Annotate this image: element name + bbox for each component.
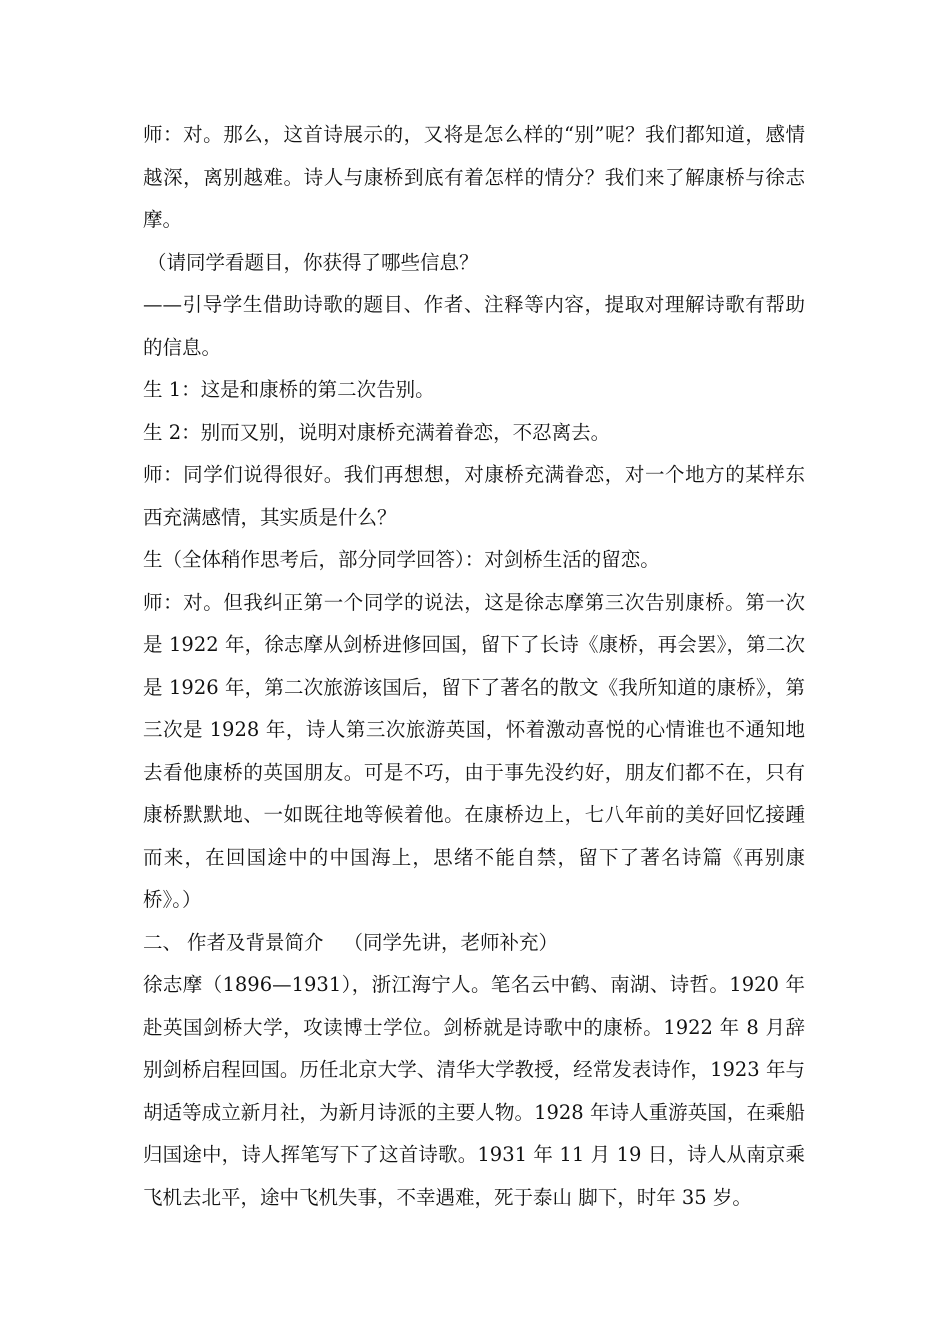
paragraph-teacher-question: 师：同学们说得很好。我们再想想，对康桥充满眷恋，对一个地方的某样东西充满感情，其实质是什么？: [143, 463, 805, 529]
paragraph-student-1: 生 1：这是和康桥的第二次告别。: [143, 378, 435, 401]
paragraph-guidance: ——引导学生借助诗歌的题目、作者、注释等内容，提取对理解诗歌有帮助的信息。: [143, 293, 805, 359]
paragraph-student-2: 生 2：别而又别，说明对康桥充满着眷恋，不忍离去。: [143, 420, 611, 444]
paragraph-teacher-intro: 师：对。那么，这首诗展示的，又将是怎么样的“别”呢？我们都知道，感情越深，离别越难。诗人与康桥到底有着怎样的情分？我们来了解康桥与徐志摩。: [143, 123, 805, 231]
paragraph-question: （请同学看题目，你获得了哪些信息？: [147, 250, 479, 274]
section-number: 二、: [143, 930, 183, 954]
paragraph-students-answer: 生（全体稍作思考后，部分同学回答）：对剑桥生活的留恋。: [143, 548, 660, 571]
paragraph-author-bio: 徐志摩（1896—1931），浙江海宁人。笔名云中鹤、南湖、诗哲。1920 年赴英国剑桥大学，攻读博士学位。剑桥就是诗歌中的康桥。1922 年 8 月辞别剑桥启程回国。历任北京大学、清华大学教授，经常发表诗作，1923 年与胡适等成立新月社，为新月诗派的主要人物。1928 年诗人重游英国，在乘船归国途中，诗人挥笔写下了这首诗歌。1931 年 11 月 19 日，诗人从南京乘飞机去北平，途中飞机失事，不幸遇难，死于泰山 脚下，时年 35 岁。: [143, 973, 805, 1209]
section-title: 作者及背景简介: [187, 930, 324, 954]
section-note: （同学先讲，老师补充）: [343, 930, 559, 954]
section-heading-author: [143, 922, 805, 965]
document-body: [143, 114, 805, 1219]
paragraph-teacher-explanation: 师：对。但我纠正第一个同学的说法，这是徐志摩第三次告别康桥。第一次是 1922 年，徐志摩从剑桥进修回国，留下了长诗《康桥，再会罢》，第二次是 1926 年，第二次旅游该国后，留下了著名的散文《我所知道的康桥》，第三次是 1928 年，诗人第三次旅游英国，怀着激动喜悦的心情谁也不通知地去看他康桥的英国朋友。可是不巧，由于事先没约好，朋友们都不在，只有康桥默默地、一如既往地等候着他。在康桥边上，七八年前的美好回忆接踵而来，在回国途中的中国海上，思绪不能自禁，留下了著名诗篇《再别康桥》。）: [143, 590, 805, 911]
